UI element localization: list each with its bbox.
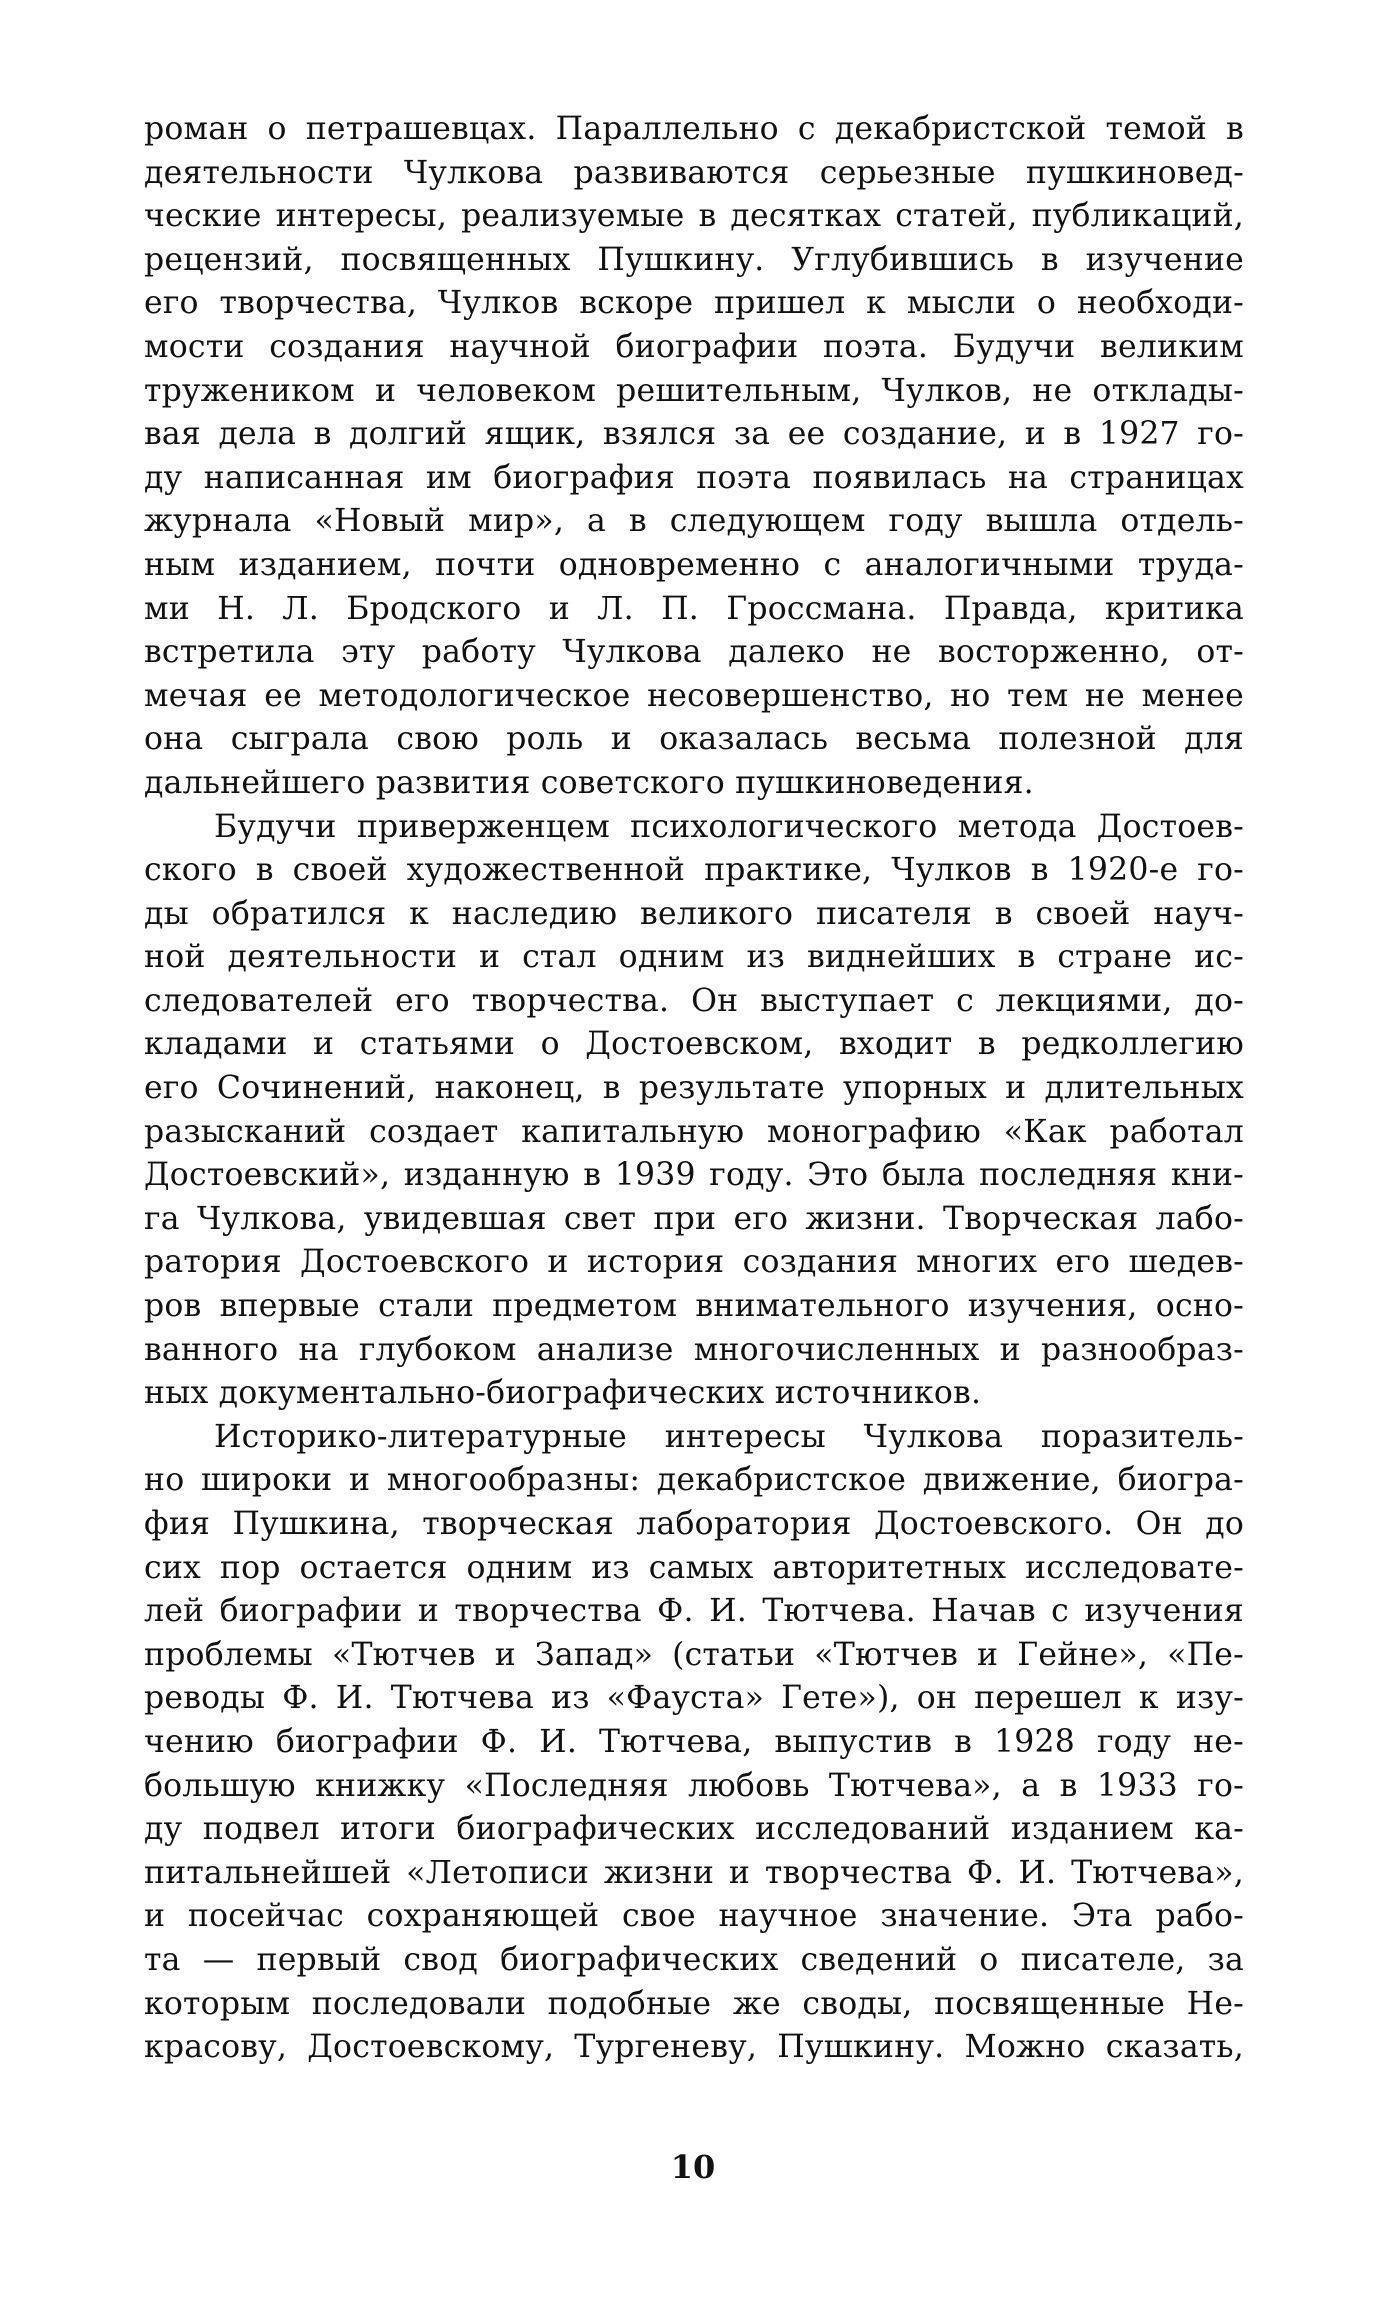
text-line: фия Пушкина, творческая лаборатория Достоевского. Он до — [144, 1506, 1244, 1542]
text-line: разысканий создает капитальную монографию «Как работал — [144, 1113, 1244, 1150]
text-line: красову, Достоевскому, Тургеневу, Пушкину. Можно сказать, — [144, 2029, 1244, 2066]
text-line: ратория Достоевского и история создания многих его шедев- — [144, 1244, 1244, 1281]
text-line: дальнейшего развития советского пушкиноведения. — [144, 764, 1034, 801]
text-line: следователей его творчества. Он выступает с лекциями, до- — [144, 982, 1244, 1019]
text-line: мечая ее методологическое несовершенство, но тем не менее — [144, 677, 1244, 714]
text-line: лей биографии и творчества Ф. И. Тютчева. Начав с изучения — [144, 1593, 1244, 1630]
text-line: ду написанная им биография поэта появилась на страницах — [144, 459, 1244, 496]
text-line: ми Н. Л. Бродского и Л. П. Гроссмана. Правда, критика — [144, 590, 1244, 627]
text-line: реводы Ф. И. Тютчева из «Фауста» Гете»), он перешел к изу- — [144, 1680, 1244, 1717]
page-number: 10 — [670, 2148, 716, 2186]
text-line: тружеником и человеком решительным, Чулков, не отклады- — [144, 372, 1244, 409]
text-line: проблемы «Тютчев и Запад» (статьи «Тютчев и Гейне», «Пе- — [144, 1636, 1244, 1673]
text-line: ных документально-биографических источников. — [144, 1375, 982, 1412]
text-line: Историко-литературные интересы Чулкова поразитель- — [214, 1418, 1244, 1455]
text-line: большую книжку «Последняя любовь Тютчева», а в 1933 го- — [144, 1767, 1244, 1804]
text-line: питальнейшей «Летописи жизни и творчества Ф. И. Тютчева», — [144, 1854, 1244, 1891]
text-line: роман о петрашевцах. Параллельно с декабристской темой в — [144, 111, 1244, 147]
text-line: но широки и многообразны: декабристское движение, биогра- — [144, 1462, 1244, 1499]
text-line: встретила эту работу Чулкова далеко не восторженно, от- — [144, 634, 1244, 671]
text-line: ду подвел итоги биографических исследований изданием ка- — [144, 1811, 1244, 1848]
text-line: журнала «Новый мир», а в следующем году вышла отдель- — [144, 503, 1244, 540]
text-line: она сыграла свою роль и оказалась весьма полезной для — [144, 721, 1244, 758]
text-line: чению биографии Ф. И. Тютчева, выпустив в 1928 году не- — [144, 1723, 1244, 1760]
text-line: деятельности Чулкова развиваются серьезные пушкиновед- — [144, 154, 1244, 191]
text-line: рецензий, посвященных Пушкину. Углубившись в изучение — [144, 241, 1244, 278]
text-line: Будучи приверженцем психологического метода Достоев- — [214, 808, 1244, 845]
page-body — [144, 108, 1244, 2070]
text-line: Достоевский», изданную в 1939 году. Это была последняя кни- — [144, 1157, 1244, 1194]
text-line: ческие интересы, реализуемые в десятках статей, публикаций, — [144, 198, 1244, 235]
text-line: ной деятельности и стал одним из виднейших в стране ис- — [144, 939, 1244, 976]
text-line: вая дела в долгий ящик, взялся за ее создание, и в 1927 го- — [144, 416, 1244, 453]
text-line: ванного на глубоком анализе многочисленных и разнообраз- — [144, 1331, 1244, 1368]
text-line: ным изданием, почти одновременно с аналогичными труда- — [144, 546, 1244, 583]
text-line: его творчества, Чулков вскоре пришел к мысли о необходи- — [144, 285, 1244, 322]
text-line: ского в своей художественной практике, Чулков в 1920-е го- — [144, 852, 1244, 889]
text-line: ров впервые стали предметом внимательного изучения, осно- — [144, 1288, 1244, 1325]
text-line: мости создания научной биографии поэта. Будучи великим — [144, 328, 1244, 365]
text-line: которым последовали подобные же своды, посвященные Не- — [144, 1985, 1244, 2022]
text-line: сих пор остается одним из самых авторитетных исследовате- — [144, 1549, 1244, 1586]
text-line: его Сочинений, наконец, в результате упорных и длительных — [144, 1070, 1244, 1107]
text-line: га Чулкова, увидевшая свет при его жизни. Творческая лабо- — [144, 1200, 1244, 1237]
text-line: та — первый свод биографических сведений о писателе, за — [144, 1941, 1244, 1978]
text-line: ды обратился к наследию великого писателя в своей науч- — [144, 895, 1244, 932]
text-line: и посейчас сохраняющей свое научное значение. Эта рабо- — [144, 1898, 1244, 1935]
paragraph-1 — [144, 108, 1244, 806]
paragraph-2 — [144, 806, 1244, 1416]
paragraph-3 — [144, 1416, 1244, 2070]
text-line: кладами и статьями о Достоевском, входит в редколлегию — [144, 1026, 1244, 1063]
